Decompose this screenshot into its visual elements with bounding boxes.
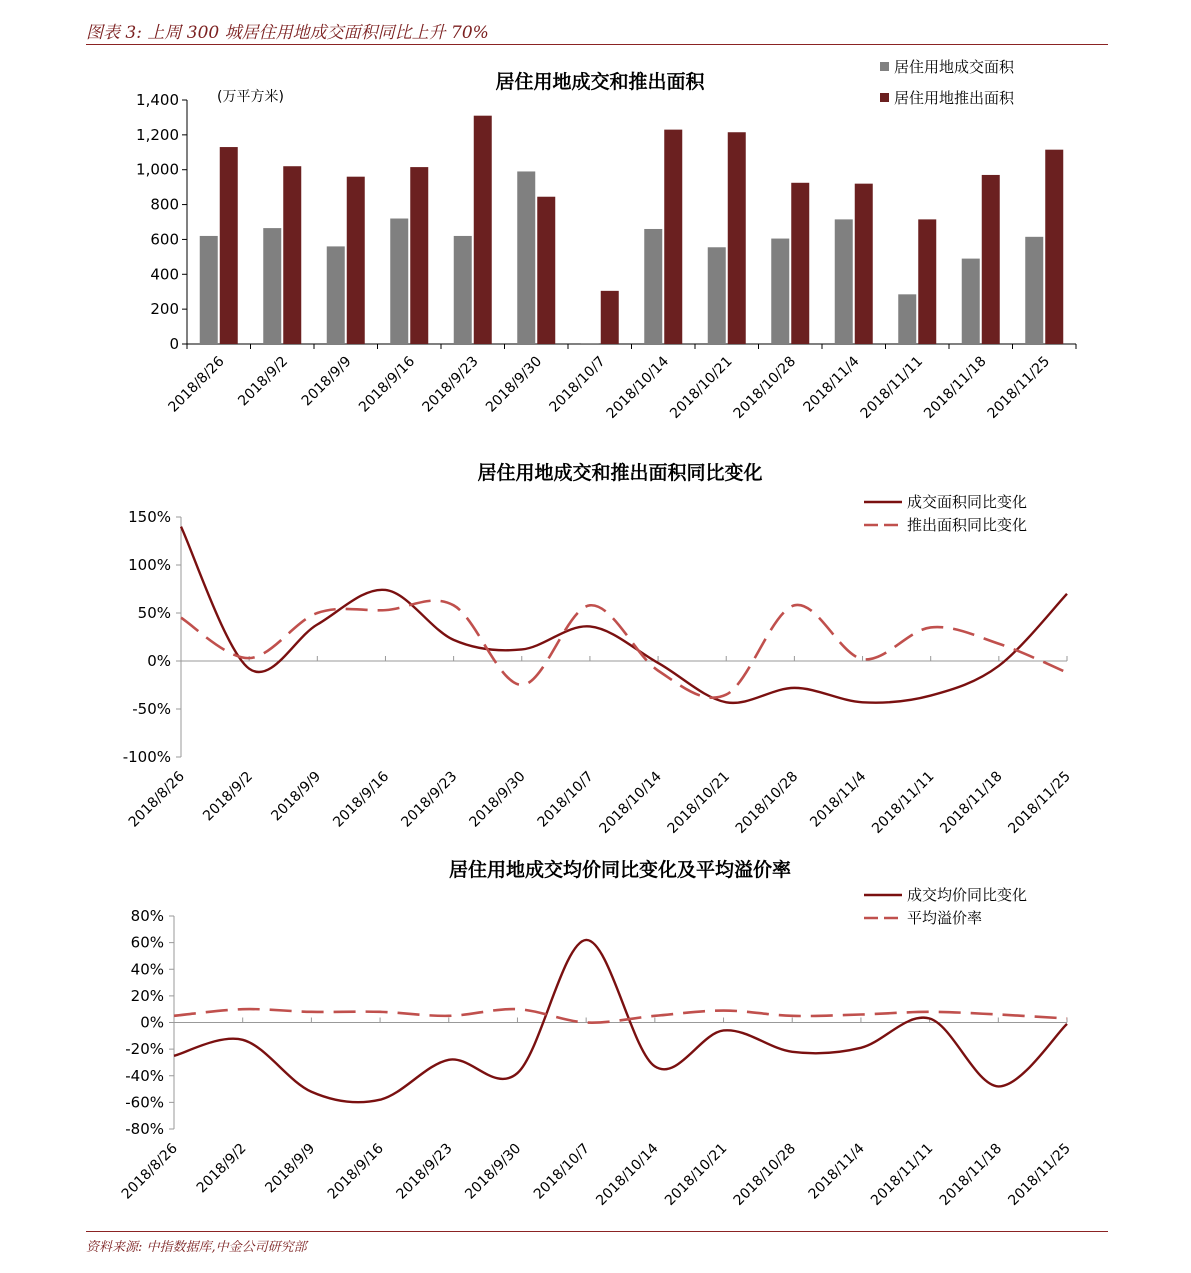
legend-label: 居住用地成交面积 bbox=[894, 58, 1015, 76]
y-tick-label: 20% bbox=[130, 986, 164, 1005]
x-tick-label: 2018/8/26 bbox=[165, 353, 228, 416]
y-tick-label: -40% bbox=[125, 1066, 164, 1085]
bar-transaction bbox=[898, 294, 916, 344]
y-tick-label: 80% bbox=[130, 907, 164, 925]
bar-supply bbox=[664, 130, 682, 344]
x-tick-label: 2018/8/26 bbox=[118, 1140, 181, 1203]
y-tick-label: 200 bbox=[150, 300, 179, 319]
y-tick-label: -80% bbox=[125, 1120, 164, 1138]
y-tick-label: -100% bbox=[122, 748, 171, 766]
x-tick-label: 2018/9/9 bbox=[262, 1140, 319, 1197]
chart-title: 居住用地成交均价同比变化及平均溢价率 bbox=[448, 859, 792, 881]
x-tick-label: 2018/9/2 bbox=[235, 353, 292, 410]
y-tick-label: 600 bbox=[150, 230, 179, 249]
bar-supply bbox=[474, 116, 492, 344]
x-tick-label: 2018/10/14 bbox=[603, 353, 673, 422]
bar-transaction bbox=[517, 171, 535, 344]
y-tick-label: 100% bbox=[128, 556, 171, 574]
y-tick-label: 50% bbox=[137, 604, 171, 622]
bar-transaction bbox=[327, 246, 345, 344]
y-tick-label: 60% bbox=[130, 933, 164, 952]
legend-swatch bbox=[880, 62, 889, 71]
y-tick-label: -20% bbox=[125, 1040, 164, 1059]
bottom-rule bbox=[86, 1231, 1108, 1232]
x-tick-label: 2018/10/21 bbox=[661, 1140, 731, 1209]
series-line-primary bbox=[181, 527, 1067, 703]
bar-supply bbox=[982, 175, 1000, 344]
y-tick-label: 1,000 bbox=[136, 160, 179, 179]
y-tick-label: 0% bbox=[147, 652, 171, 670]
bar-supply bbox=[1045, 150, 1063, 344]
bar-supply bbox=[220, 147, 238, 344]
y-tick-label: 800 bbox=[150, 195, 179, 214]
x-tick-label: 2018/9/30 bbox=[462, 1140, 525, 1203]
bar-supply bbox=[410, 167, 428, 344]
x-tick-label: 2018/10/14 bbox=[593, 1140, 662, 1209]
y-tick-label: 40% bbox=[130, 960, 164, 979]
bar-supply bbox=[791, 183, 809, 344]
bar-transaction bbox=[263, 228, 281, 344]
x-tick-label: 2018/9/23 bbox=[398, 768, 461, 831]
x-tick-label: 2018/11/25 bbox=[1005, 768, 1074, 837]
chart-title: 居住用地成交和推出面积 bbox=[495, 71, 705, 93]
x-tick-label: 2018/11/25 bbox=[984, 353, 1054, 422]
series-line-secondary bbox=[181, 601, 1067, 698]
x-tick-label: 2018/10/21 bbox=[667, 353, 736, 422]
x-tick-label: 2018/9/16 bbox=[324, 1140, 387, 1203]
bar-transaction bbox=[200, 236, 218, 344]
figure-title: 图表 3: 上周 300 城居住用地成交面积同比上升 70% bbox=[86, 23, 489, 43]
x-tick-label: 2018/9/23 bbox=[393, 1140, 456, 1203]
legend-label: 成交均价同比变化 bbox=[907, 886, 1028, 904]
x-tick-label: 2018/11/4 bbox=[805, 1140, 868, 1203]
y-tick-label: 1,400 bbox=[136, 91, 179, 109]
bar-transaction bbox=[1025, 237, 1043, 344]
x-tick-label: 2018/9/2 bbox=[200, 768, 256, 825]
x-tick-label: 2018/11/18 bbox=[921, 353, 990, 422]
x-tick-label: 2018/11/18 bbox=[936, 1140, 1006, 1209]
x-tick-label: 2018/10/7 bbox=[546, 353, 609, 416]
bar-transaction bbox=[581, 343, 599, 344]
y-tick-label: 1,200 bbox=[136, 125, 179, 144]
legend-label: 居住用地推出面积 bbox=[894, 89, 1015, 107]
bar-supply bbox=[601, 291, 619, 344]
x-tick-label: 2018/10/28 bbox=[730, 353, 800, 422]
y-tick-label: -60% bbox=[125, 1093, 164, 1112]
x-tick-label: 2018/8/26 bbox=[125, 768, 188, 831]
x-tick-label: 2018/9/30 bbox=[466, 768, 529, 831]
x-tick-label: 2018/11/4 bbox=[800, 353, 863, 416]
x-tick-label: 2018/11/11 bbox=[869, 768, 938, 837]
legend-label: 平均溢价率 bbox=[907, 909, 983, 927]
bar-transaction bbox=[644, 229, 662, 344]
y-tick-label: 0 bbox=[169, 335, 179, 353]
x-tick-label: 2018/10/21 bbox=[664, 768, 734, 837]
x-tick-label: 2018/10/28 bbox=[732, 768, 802, 837]
y-tick-label: 150% bbox=[128, 508, 171, 526]
y-tick-label: 400 bbox=[150, 265, 179, 284]
x-tick-label: 2018/11/11 bbox=[857, 353, 927, 422]
x-tick-label: 2018/11/4 bbox=[807, 768, 870, 831]
x-tick-label: 2018/10/7 bbox=[530, 1140, 593, 1203]
unit-label: (万平方米) bbox=[217, 89, 284, 105]
x-tick-label: 2018/10/28 bbox=[730, 1140, 800, 1209]
x-tick-label: 2018/9/23 bbox=[419, 353, 482, 416]
legend-label: 成交面积同比变化 bbox=[907, 493, 1028, 511]
x-tick-label: 2018/9/9 bbox=[268, 768, 325, 825]
x-tick-label: 2018/11/18 bbox=[937, 768, 1006, 837]
y-tick-label: 0% bbox=[140, 1013, 164, 1032]
x-tick-label: 2018/10/14 bbox=[596, 768, 665, 837]
x-tick-label: 2018/11/25 bbox=[1005, 1140, 1074, 1209]
x-tick-label: 2018/9/9 bbox=[298, 353, 355, 410]
legend-swatch bbox=[880, 93, 889, 102]
bar-transaction bbox=[771, 239, 789, 344]
x-tick-label: 2018/9/30 bbox=[482, 353, 546, 416]
x-tick-label: 2018/10/7 bbox=[534, 768, 597, 831]
x-tick-label: 2018/11/11 bbox=[868, 1140, 937, 1209]
legend-label: 推出面积同比变化 bbox=[907, 516, 1028, 534]
bar-supply bbox=[728, 132, 746, 344]
bar-transaction bbox=[390, 219, 408, 344]
source-note: 资料来源: 中指数据库,中金公司研究部 bbox=[86, 1240, 307, 1255]
bar-supply bbox=[283, 166, 301, 344]
x-tick-label: 2018/9/2 bbox=[193, 1140, 250, 1197]
x-tick-label: 2018/9/16 bbox=[355, 353, 419, 416]
bar-transaction bbox=[454, 236, 472, 344]
chart-title: 居住用地成交和推出面积同比变化 bbox=[477, 462, 763, 484]
bar-supply bbox=[855, 184, 873, 344]
bar-transaction bbox=[835, 219, 853, 344]
bar-transaction bbox=[962, 259, 980, 344]
bar-supply bbox=[347, 177, 365, 344]
bar-transaction bbox=[708, 247, 726, 344]
x-tick-label: 2018/9/16 bbox=[330, 768, 393, 831]
y-tick-label: -50% bbox=[132, 700, 171, 718]
bar-supply bbox=[918, 219, 936, 344]
bar-supply bbox=[537, 197, 555, 344]
